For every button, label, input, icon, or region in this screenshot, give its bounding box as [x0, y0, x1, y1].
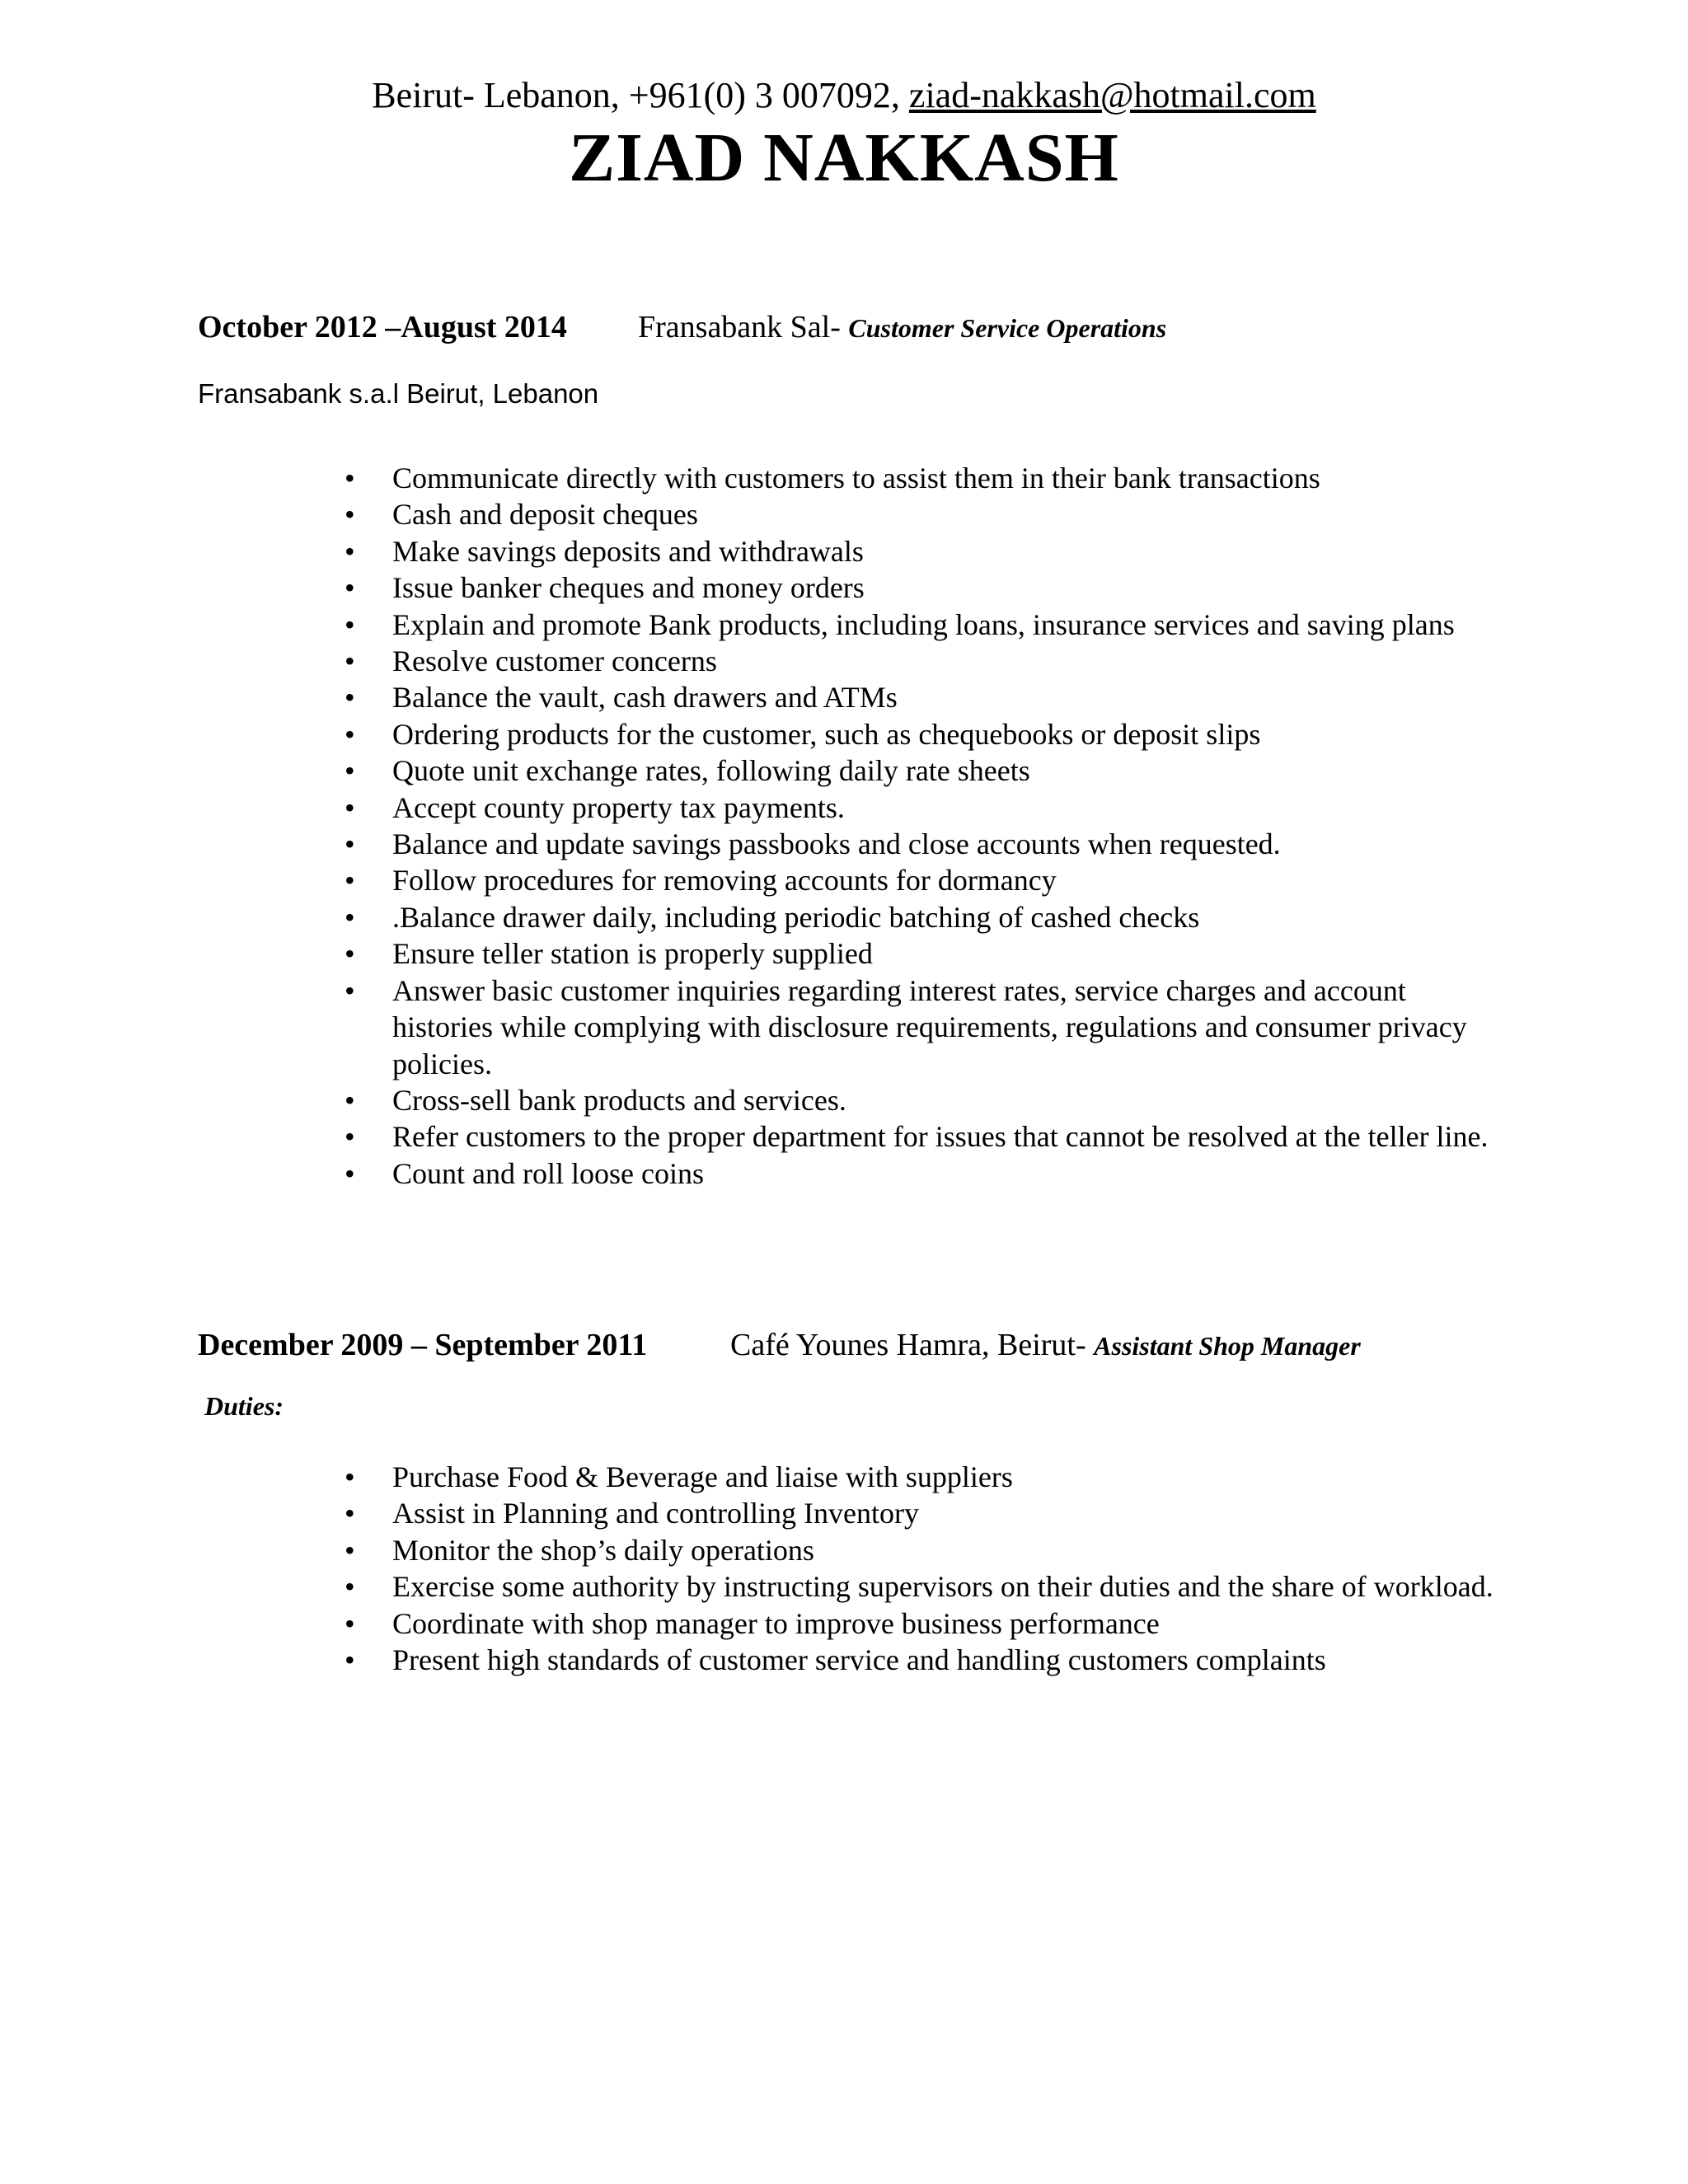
- candidate-name: ZIAD NAKKASH: [569, 120, 1119, 196]
- list-item: • Issue banker cheques and money orders: [0, 569, 1505, 606]
- list-item: • Coordinate with shop manager to improve business performance: [0, 1605, 1505, 1642]
- job-dates: October 2012 –August 2014: [198, 310, 567, 344]
- list-item: • Present high standards of customer service and handling customers complaints: [0, 1642, 1505, 1678]
- job-header-cafe-younes: [198, 1325, 1361, 1365]
- list-item: • Balance and update savings passbooks and close accounts when requested.: [0, 826, 1505, 862]
- list-item: • Ensure teller station is properly supplied: [0, 935, 1505, 972]
- job-role: Customer Service Operations: [848, 313, 1167, 343]
- contact-line: [0, 73, 1688, 119]
- list-item: • Follow procedures for removing accounts for dormancy: [0, 862, 1505, 898]
- job-company: Fransabank Sal-: [638, 310, 849, 344]
- list-item: • Cross-sell bank products and services.: [0, 1082, 1505, 1118]
- contact-details: Beirut- Lebanon, +961(0) 3 007092,: [372, 75, 909, 115]
- job-role: Assistant Shop Manager: [1094, 1331, 1361, 1361]
- list-item: • Resolve customer concerns: [0, 643, 1505, 679]
- job-company: Café Younes Hamra, Beirut-: [730, 1328, 1095, 1362]
- list-item: • Explain and promote Bank products, including loans, insurance services and saving plans: [0, 607, 1505, 643]
- job-company-role: [730, 1325, 1361, 1366]
- job-location: Fransabank s.a.l Beirut, Lebanon: [198, 378, 599, 409]
- list-item: • Cash and deposit cheques: [0, 496, 1505, 532]
- list-item: • Accept county property tax payments.: [0, 790, 1505, 826]
- job-header-fransabank: [198, 307, 1167, 347]
- list-item: • Exercise some authority by instructing supervisors on their duties and the share of workload.: [0, 1568, 1505, 1605]
- list-item: • Make savings deposits and withdrawals: [0, 533, 1505, 569]
- list-item: • Ordering products for the customer, such as chequebooks or deposit slips: [0, 716, 1505, 752]
- list-item: • Monitor the shop’s daily operations: [0, 1532, 1505, 1568]
- duties-list-fransabank: [0, 460, 1505, 1192]
- duties-label: Duties:: [204, 1391, 284, 1421]
- list-item: • Refer customers to the proper department for issues that cannot be resolved at the teller line.: [0, 1118, 1505, 1155]
- list-item: • .Balance drawer daily, including periodic batching of cashed checks: [0, 899, 1505, 935]
- list-item: • Answer basic customer inquiries regarding interest rates, service charges and account histories while complying with disclosure requirements, regulations and consumer privacy policies.: [0, 972, 1505, 1082]
- list-item: • Balance the vault, cash drawers and ATMs: [0, 679, 1505, 715]
- list-item: • Assist in Planning and controlling Inventory: [0, 1495, 1505, 1531]
- list-item: • Count and roll loose coins: [0, 1155, 1505, 1192]
- job-dates: December 2009 – September 2011: [198, 1328, 648, 1362]
- list-item: • Purchase Food & Beverage and liaise with suppliers: [0, 1459, 1505, 1495]
- job-company-role: [638, 307, 1166, 348]
- list-item: • Communicate directly with customers to assist them in their bank transactions: [0, 460, 1505, 496]
- list-item: • Quote unit exchange rates, following daily rate sheets: [0, 752, 1505, 789]
- duties-list-cafe-younes: [0, 1459, 1505, 1678]
- email-link[interactable]: ziad-nakkash@hotmail.com: [908, 75, 1316, 115]
